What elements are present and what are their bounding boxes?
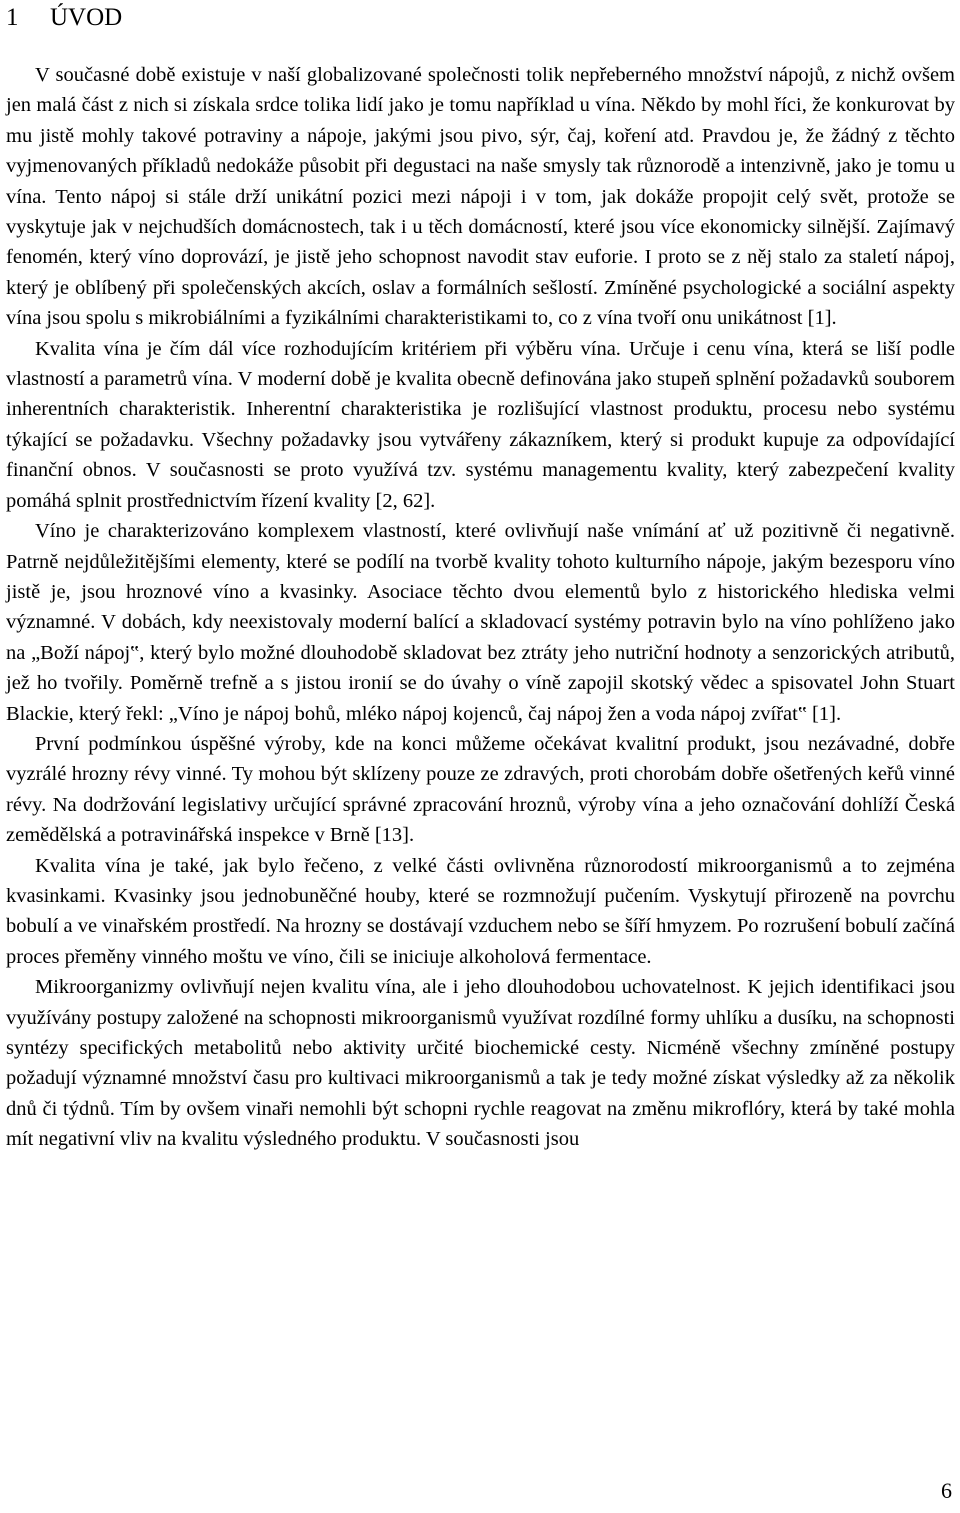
body-text (6, 60, 955, 1155)
paragraph-wine-quality: Kvalita vína je čím dál více rozhodujícím kritériem při výběru vína. Určuje i cenu vína, která se liší podle vlastností a parametrů vína. V moderní době je kvalita obecně definována jako stupeň splnění požadavků souborem inherentních charakteristik. Inherentní charakteristika je rozlišující vlastnost produktu, procesu nebo systému týkající se požadavku. Všechny požadavky jsou vytvářeny zákazníkem, který si produkt kupuje za odpovídající finanční obnos. V současnosti se proto využívá tzv. systému managementu kvality, který zabezpečení kvality pomáhá splnit prostřednictvím řízení kvality [2, 62]. (6, 337, 955, 512)
page-number: 6 (941, 1478, 952, 1503)
paragraph-production-condition: První podmínkou úspěšné výroby, kde na konci můžeme očekávat kvalitní produkt, jsou nezávadné, dobře vyzrálé hrozny révy vinné. Ty mohou být sklízeny pouze ze zdravých, proti chorobám dobře ošetřených keřů vinné révy. Na dodržování legislativy určující správné zpracování hroznů, výroby vína a jeho označování dohlíží Česká zemědělská a potravinářská inspekce v Brně [13]. (6, 732, 955, 847)
paragraph-yeasts: Kvalita vína je také, jak bylo řečeno, z velké části ovlivněna různorodostí mikroorganismů a to zejména kvasinkami. Kvasinky jsou jednobuněčné houby, které se rozmnožují pučením. Vyskytují přirozeně na povrchu bobulí a ve vinařském prostředí. Na hrozny se dostávají vzduchem nebo se šíří hmyzem. Po rozrušení bobulí začíná proces přeměny vinného moštu ve víno, čili se iniciuje alkoholová fermentace. (6, 854, 956, 968)
chapter-number: 1 (6, 4, 19, 31)
paragraph-intro: V současné době existuje v naší globalizované společnosti tolik nepřeberného množství nápojů, z nichž ovšem jen malá část z nich si získala srdce tolika lidí jako je tomu například u vína. Někdo by mohl říci, že konkurovat by mu jistě mohly takové potraviny a nápoje, jakými jsou pivo, sýr, čaj, koření atd. Pravdou je, že žádný z těchto vyjmenovaných příkladů nedokáže působit při degustaci na naše smysly tak různorodě a intenzivně, jako je tomu u vína. Tento nápoj si stále drží unikátní pozici mezi nápoji i v tom, jak dokáže propojit celý svět, protože se vyskytuje jak v nejchudších domácnostech, tak i u těch domácností, které jsou více ekonomicky silnější. Zajímavý fenomén, který víno doprovází, je jistě jeho schopnost navodit stav euforie. I proto se z něj stalo za staletí nápoj, který je oblíbený při společenských akcích, oslav a formálních sešlostí. Zmíněné psychologické a sociální aspekty vína jsou spolu s mikrobiálními a fyzikálními charakteristikami to, co z vína tvoří onu unikátnost [1]. (6, 64, 955, 330)
chapter-heading (6, 2, 122, 34)
chapter-title: ÚVOD (50, 4, 123, 31)
paragraph-wine-characteristics: Víno je charakterizováno komplexem vlastností, které ovlivňují naše vnímání ať už pozitivně či negativně. Patrně nejdůležitějšími elementy, které se podílí na tvorbě kvality tohoto kulturního nápoje, jakým bezesporu víno jistě je, jsou hroznové víno a kvasinky. Asociace těchto dvou elementů bylo z historického hlediska velmi významné. V dobách, kdy neexistovaly moderní balící a skladovací systémy potravin bylo na víno pohlíženo jako na „Boží nápoj‟, který bylo možné dlouhodobě skladovat bez ztráty jeho nutriční hodnoty a senzorických atributů, jež ho tvořily. Poměrně trefně a s jistou ironií se do úvahy o víně zapojil skotský vědec a spisovatel John Stuart Blackie, který řekl: „Víno je nápoj bohů, mléko nápoj kojenců, čaj nápoj žen a voda nápoj zvířat‟ [1]. (6, 520, 955, 725)
paragraph-microorganisms: Mikroorganizmy ovlivňují nejen kvalitu vína, ale i jeho dlouhodobou uchovatelnost. K jejich identifikaci jsou využívány postupy založené na schopnosti mikroorganismů využívat rozdílné formy uhlíku a dusíku, na schopnosti syntézy specifických metabolitů nebo aktivity určité biochemické cesty. Nicméně všechny zmíněné postupy požadují významné množství času pro kultivaci mikroorganismů a tak je tedy možné získat výsledky až za několik dnů či týdnů. Tím by ovšem vinaři nemohli být schopni rychle reagovat na změnu mikroflóry, která by také mohla mít negativní vliv na kvalitu výsledného produktu. V současnosti jsou (6, 976, 955, 1151)
